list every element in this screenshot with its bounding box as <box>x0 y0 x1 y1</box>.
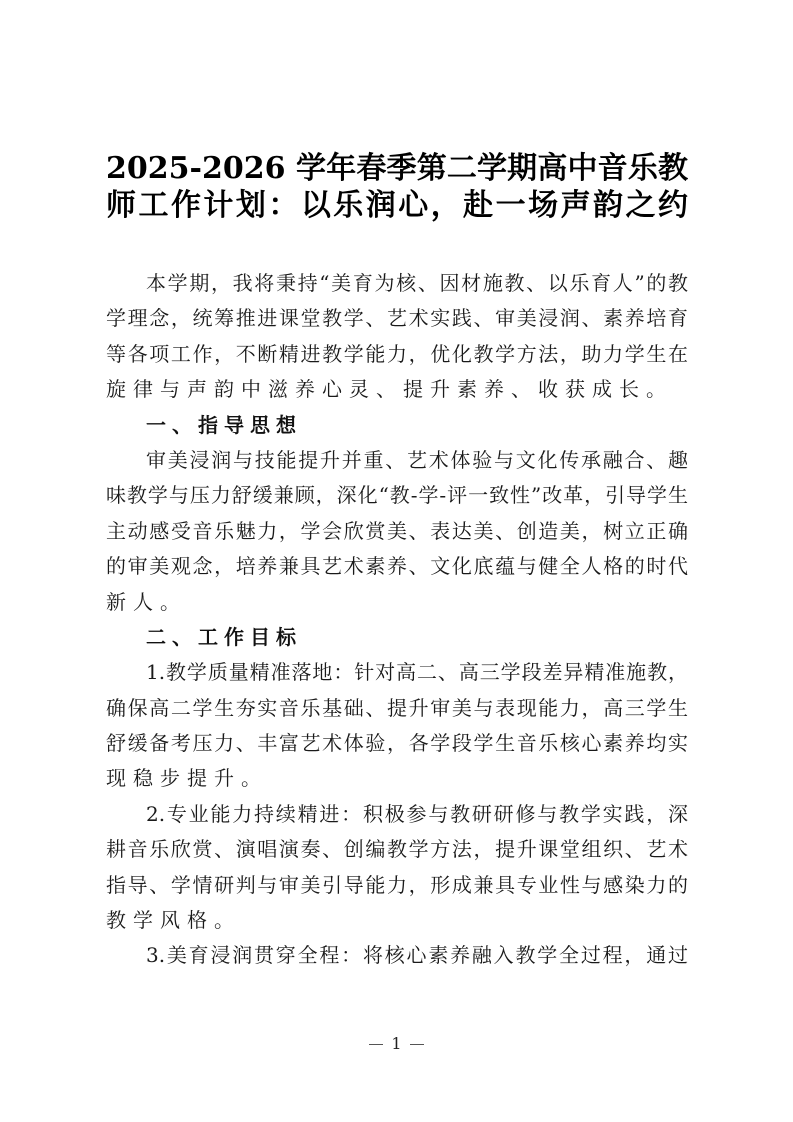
guiding-ideology-paragraph <box>106 443 688 620</box>
text-line: 教学风格。 <box>106 908 241 933</box>
text-line: 指导、学情研判与审美引导能力，形成兼具专业性与感染力的 <box>106 872 688 897</box>
text-line: 耕音乐欣赏、演唱演奏、创编教学方法，提升课堂组织、艺术 <box>106 837 688 862</box>
page-number-dash-left <box>369 1044 383 1045</box>
section-heading-work-goals: 二、工作目标 <box>146 624 302 649</box>
text-line: 3.美育浸润贯穿全程：将核心素养融入教学全过程，通过 <box>146 943 688 968</box>
text-line: 等各项工作，不断精进教学能力，优化教学方法，助力学生在 <box>106 341 688 366</box>
text-line: 1.教学质量精准落地：针对高二、高三学段差异精准施教， <box>146 660 688 685</box>
document-body <box>106 266 688 974</box>
page-number <box>0 1034 793 1053</box>
text-line: 新人。 <box>106 589 187 614</box>
text-line: 旋律与声韵中滋养心灵、提升素养、收获成长。 <box>106 377 673 402</box>
text-line: 2.专业能力持续精进：积极参与教研研修与教学实践，深 <box>146 801 688 826</box>
goal-1-paragraph <box>106 655 688 797</box>
page-number-dash-right <box>410 1044 424 1045</box>
goal-3-paragraph <box>106 938 688 973</box>
section-heading-guiding-ideology: 一、指导思想 <box>146 412 302 437</box>
text-line: 主动感受音乐魅力，学会欣赏美、表达美、创造美，树立正确 <box>106 518 688 543</box>
text-line: 本学期，我将秉持“美育为核、因材施教、以乐育人”的教 <box>146 271 688 295</box>
text-line: 现稳步提升。 <box>106 766 268 791</box>
text-line: 的审美观念，培养兼具艺术素养、文化底蕴与健全人格的时代 <box>106 554 688 579</box>
title-line-1: 2025-2026 学年春季第二学期高中音乐教 <box>106 151 688 186</box>
document-title <box>106 150 688 224</box>
goal-2-paragraph <box>106 797 688 939</box>
text-line: 学理念，统筹推进课堂教学、艺术实践、审美浸润、素养培育 <box>106 306 688 331</box>
intro-paragraph <box>106 266 688 408</box>
text-line: 舒缓备考压力、丰富艺术体验，各学段学生音乐核心素养均实 <box>106 731 688 756</box>
text-line: 审美浸润与技能提升并重、艺术体验与文化传承融合、趣 <box>146 447 688 472</box>
page-number-value: 1 <box>391 1034 402 1053</box>
title-line-2: 师工作计划：以乐润心，赴一场声韵之约 <box>106 188 688 223</box>
text-line: 确保高二学生夯实音乐基础、提升审美与表现能力，高三学生 <box>106 695 688 720</box>
text-line: 味教学与压力舒缓兼顾，深化“教-学-评一致性”改革，引导学生 <box>106 483 688 508</box>
